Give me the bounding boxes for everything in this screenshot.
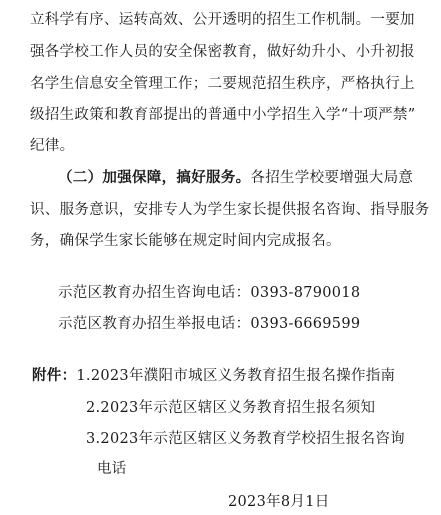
paragraph-1-line-3: 名学生信息安全管理工作；二要规范招生秩序，严格执行上 — [30, 76, 415, 92]
attachments-label: 附件： — [32, 368, 77, 384]
report-phone-line: 示范区教育办招生举报电话：0393-6669599 — [58, 316, 361, 332]
section-heading: （二）加强保障，搞好服务。 — [58, 169, 251, 186]
attachment-item-3-line-1: 3.2023年示范区辖区义务教育学校招生报名咨询 — [86, 431, 405, 447]
attachment-item-3-line-2: 电话 — [97, 461, 127, 477]
attachment-item-1: 1.2023年濮阳市城区义务教育招生报名操作指南 — [76, 368, 396, 384]
paragraph-2-text: 各招生学校要增强大局意 — [250, 170, 414, 186]
attachment-item-2: 2.2023年示范区辖区义务教育招生报名须知 — [86, 400, 376, 416]
paragraph-1-line-1: 立科学有序、运转高效、公开透明的招生工作机制。一要加 — [30, 12, 415, 28]
paragraph-1-line-4: 级招生政策和教育部提出的普通中小学招生入学“十项严禁” — [30, 107, 416, 123]
paragraph-2-line-2: 识、服务意识，安排专人为学生家长提供报名咨询、指导服务 — [30, 202, 430, 218]
paragraph-1-line-5: 纪律。 — [30, 138, 75, 154]
consult-phone-line: 示范区教育办招生咨询电话：0393-8790018 — [58, 285, 361, 301]
document-date: 2023年8月1日 — [228, 494, 330, 510]
paragraph-2-line-3: 务，确保学生家长能够在规定时间内完成报名。 — [30, 233, 341, 249]
attachments-line-1 — [32, 366, 395, 386]
paragraph-1-line-2: 强各学校工作人员的安全保密教育，做好幼升小、小升初报 — [30, 44, 415, 60]
paragraph-2-line-1 — [58, 168, 413, 188]
